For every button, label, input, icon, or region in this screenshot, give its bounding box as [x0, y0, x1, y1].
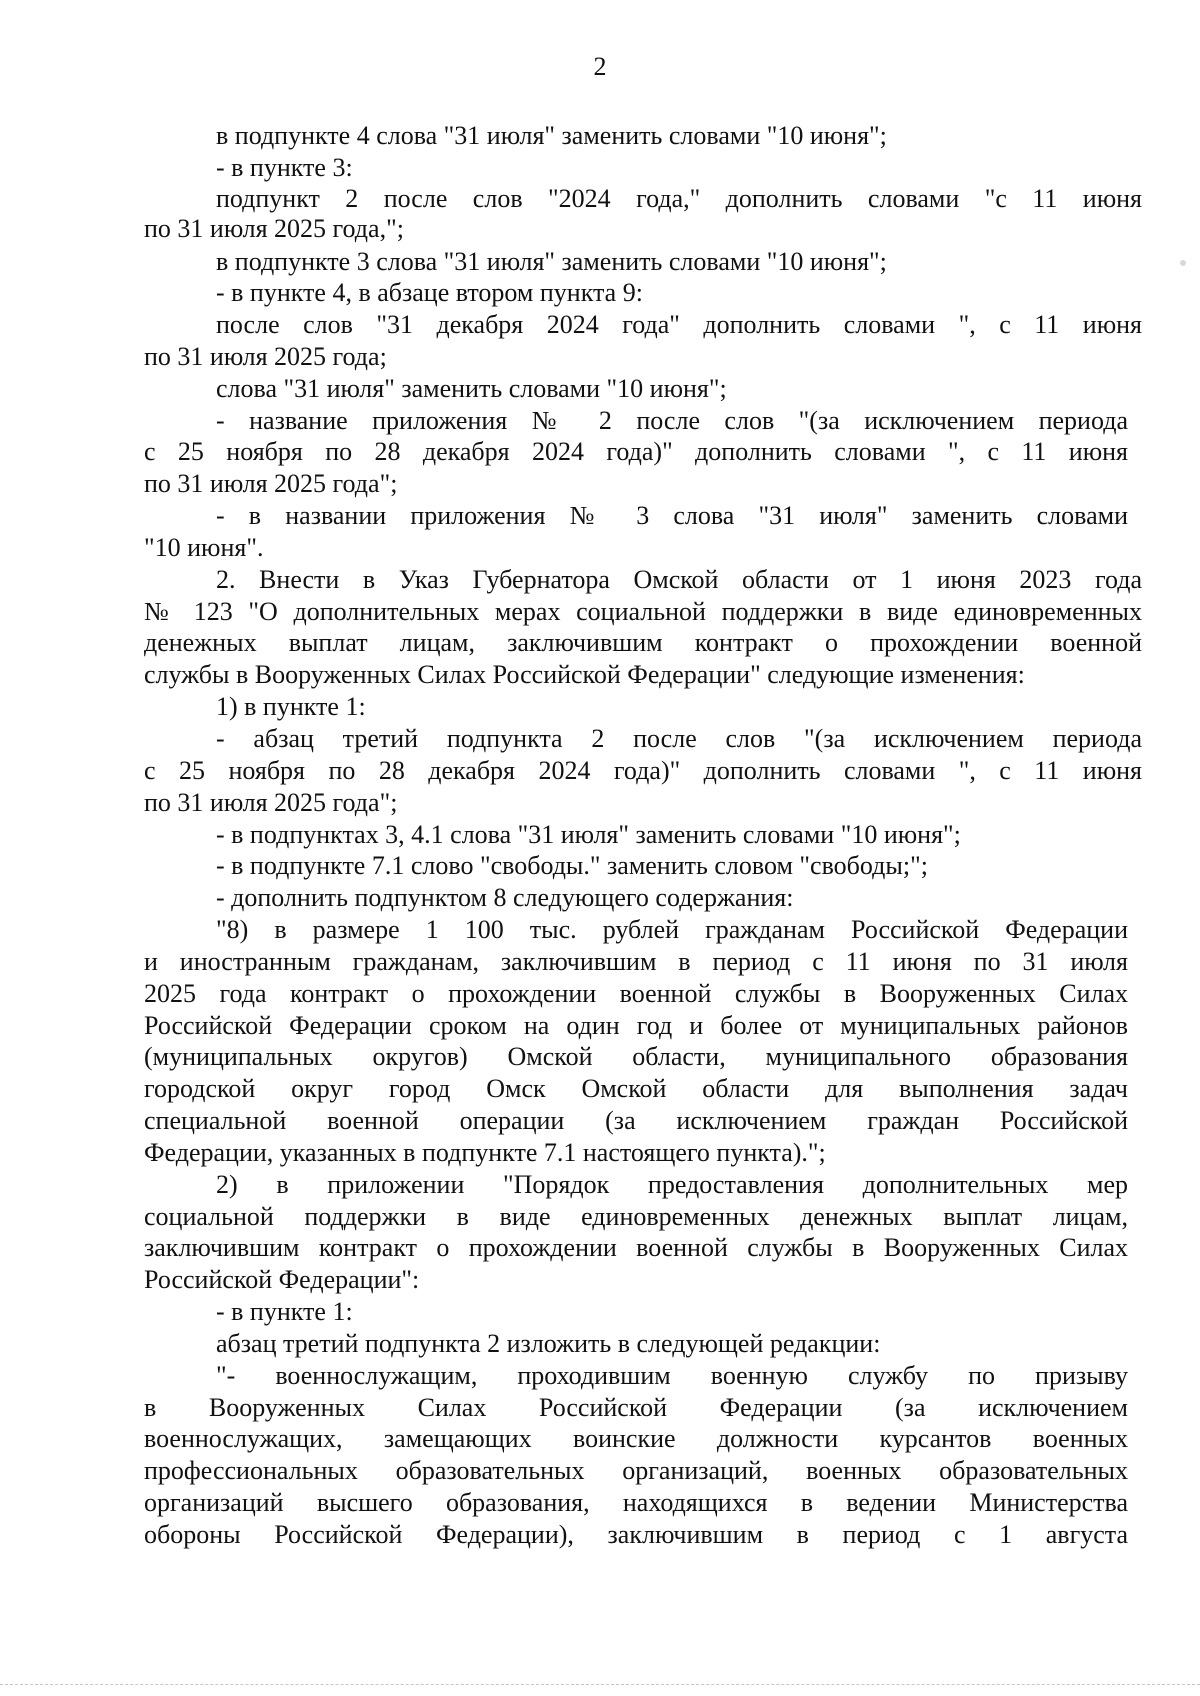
text-line: обороны Российской Федерации), заключившим в период с 1 августа	[144, 1520, 1128, 1549]
scan-speck	[1180, 260, 1186, 266]
text-line: службы в Вооруженных Силах Российской Федерации" следующие изменения:	[144, 660, 1025, 689]
text-line: в подпункте 4 слова "31 июля" заменить словами "10 июня";	[216, 121, 887, 150]
page-number: 2	[593, 52, 607, 81]
text-line: военнослужащих, замещающих воинские должности курсантов военных	[144, 1424, 1128, 1453]
text-line: с 25 ноября по 28 декабря 2024 года)" дополнить словами ", с 11 июня	[144, 756, 1142, 785]
text-line: профессиональных образовательных организаций, военных образовательных	[144, 1456, 1128, 1485]
text-line: абзац третий подпункта 2 изложить в следующей редакции:	[216, 1329, 881, 1358]
text-line: "8) в размере 1 100 тыс. рублей гражданам Российской Федерации	[216, 915, 1128, 944]
text-line: по 31 июля 2025 года";	[144, 788, 398, 817]
text-line: Федерации, указанных в подпункте 7.1 настоящего пункта).";	[144, 1138, 826, 1167]
text-line: - дополнить подпунктом 8 следующего содержания:	[216, 883, 794, 912]
text-line: с 25 ноября по 28 декабря 2024 года)" дополнить словами ", с 11 июня	[144, 437, 1128, 466]
text-line: по 31 июля 2025 года,";	[144, 214, 404, 243]
text-line: 2) в приложении "Порядок предоставления дополнительных мер	[216, 1170, 1128, 1199]
text-line: городской округ город Омск Омской области для выполнения задач	[144, 1074, 1128, 1103]
text-line: Российской Федерации сроком на один год и более от муниципальных районов	[144, 1011, 1128, 1040]
text-line: № 123 "О дополнительных мерах социальной поддержки в виде единовременных	[144, 597, 1142, 626]
text-line: (муниципальных округов) Омской области, муниципального образования	[144, 1042, 1128, 1071]
text-line: "10 июня".	[144, 533, 264, 562]
text-line: Российской Федерации":	[144, 1265, 420, 1294]
text-line: в Вооруженных Силах Российской Федерации (за исключением	[144, 1393, 1128, 1422]
text-line: - в подпункте 7.1 слово "свободы." заменить словом "свободы;";	[216, 851, 928, 880]
text-line: подпункт 2 после слов "2024 года," дополнить словами "с 11 июня	[216, 184, 1142, 213]
text-line: организаций высшего образования, находящихся в ведении Министерства	[144, 1488, 1128, 1517]
text-line: слова "31 июля" заменить словами "10 июня";	[216, 374, 727, 403]
text-line: социальной поддержки в виде единовременных денежных выплат лицам,	[144, 1202, 1128, 1231]
text-line: - название приложения № 2 после слов "(за исключением периода	[216, 406, 1128, 435]
text-line: - в названии приложения № 3 слова "31 июля" заменить словами	[216, 501, 1128, 530]
scan-edge-line	[0, 1684, 1200, 1685]
text-line: - абзац третий подпункта 2 после слов "(за исключением периода	[216, 724, 1142, 753]
text-line: и иностранным гражданам, заключившим в период с 11 июня по 31 июля	[144, 947, 1128, 976]
text-line: заключившим контракт о прохождении военной службы в Вооруженных Силах	[144, 1233, 1128, 1262]
text-line: - в пункте 4, в абзаце втором пункта 9:	[216, 278, 643, 307]
text-line: 2025 года контракт о прохождении военной службы в Вооруженных Силах	[144, 979, 1128, 1008]
text-line: в подпункте 3 слова "31 июля" заменить словами "10 июня";	[216, 247, 887, 276]
text-line: 1) в пункте 1:	[216, 692, 366, 721]
text-line: после слов "31 декабря 2024 года" дополнить словами ", с 11 июня	[216, 310, 1142, 339]
text-line: - в подпунктах 3, 4.1 слова "31 июля" заменить словами "10 июня";	[216, 820, 961, 849]
text-line: "- военнослужащим, проходившим военную службу по призыву	[216, 1361, 1128, 1390]
text-line: по 31 июля 2025 года";	[144, 469, 398, 498]
text-line: - в пункте 1:	[216, 1297, 353, 1326]
text-line: - в пункте 3:	[216, 153, 353, 182]
text-line: специальной военной операции (за исключением граждан Российской	[144, 1106, 1128, 1135]
text-line: денежных выплат лицам, заключившим контракт о прохождении военной	[144, 628, 1142, 657]
text-line: 2. Внести в Указ Губернатора Омской области от 1 июня 2023 года	[216, 565, 1142, 594]
text-line: по 31 июля 2025 года;	[144, 342, 387, 371]
